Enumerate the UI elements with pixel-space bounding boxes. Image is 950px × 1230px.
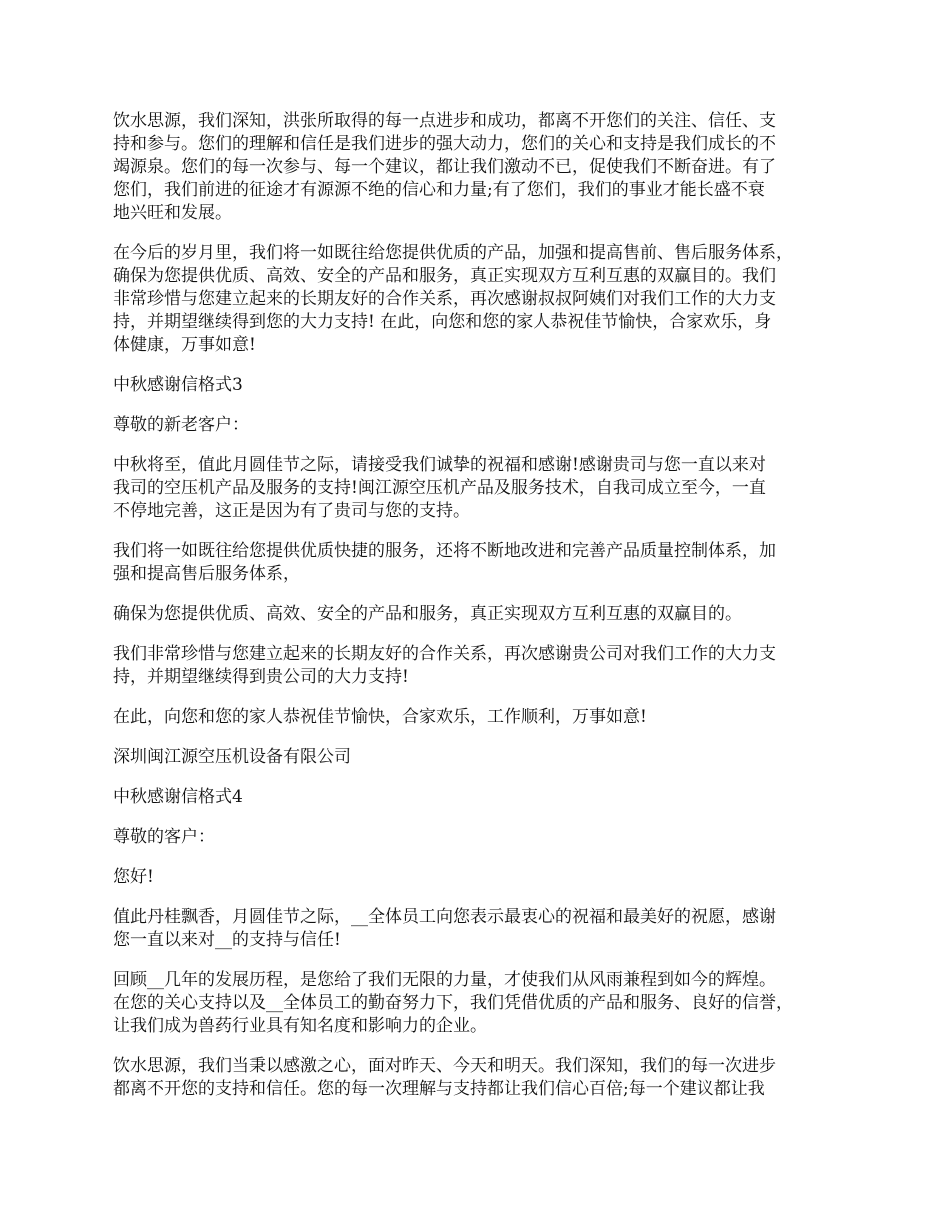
signature-company [113,746,843,769]
text-line: 深圳闽江源空压机设备有限公司 [113,747,351,767]
paragraph-quality [113,603,843,626]
text-line: 在您的关心支持以及__全体员工的勤奋努力下，我们凭借优质的产品和服务、良好的信誉， [113,993,793,1013]
text-line: 我们将一如既往给您提供优质快捷的服务，还将不断地改进和完善产品质量控制体系，加 [113,541,776,561]
paragraph-wishes [113,706,843,729]
text-line: 在今后的岁月里，我们将一如既往给您提供优质的产品，加强和提高售前、售后服务体系， [113,243,793,263]
text-line: 饮水思源，我们深知，洪张所取得的每一点进步和成功，都离不开您们的关注、信任、支 [113,111,776,131]
section-heading-format-4 [113,786,843,809]
text-line: 您们，我们前进的征途才有源源不绝的信心和力量;有了您们，我们的事业才能长盛不衰 [113,180,765,200]
text-line: 非常珍惜与您建立起来的长期友好的合作关系，再次感谢叔叔阿姨们对我们工作的大力支 [113,289,776,309]
paragraph-service [113,540,843,586]
text-line: 我司的空压机产品及服务的支持!闽江源空压机产品及服务技术，自我司成立至今，一直 [113,478,766,498]
text-line: 中秋感谢信格式3 [113,375,243,395]
text-line: 回顾__几年的发展历程，是您给了我们无限的力量，才使我们从风雨兼程到如今的辉煌。 [113,970,776,990]
section-heading-format-3 [113,374,843,397]
document-body [113,110,843,1118]
text-line: 都离不开您的支持和信任。您的每一次理解与支持都让我们信心百倍;每一个建议都让我 [113,1079,765,1099]
salutation [113,826,843,849]
text-line: 竭源泉。您们的每一次参与、每一个建议，都让我们激动不已，促使我们不断奋进。有了 [113,157,776,177]
text-line: 中秋将至，值此月圆佳节之际，请接受我们诚挚的祝福和感谢!感谢贵司与您一直以来对 [113,455,766,475]
text-line: 饮水思源，我们当秉以感激之心，面对昨天、今天和明天。我们深知，我们的每一次进步 [113,1056,776,1076]
text-line: 值此丹桂飘香，月圆佳节之际，__全体员工向您表示最衷心的祝福和最美好的祝愿，感谢 [113,907,776,927]
text-line: 中秋感谢信格式4 [113,787,243,807]
text-line: 强和提高售后服务体系， [113,564,300,584]
text-line: 不停地完善，这正是因为有了贵司与您的支持。 [113,501,470,521]
paragraph-gratitude-2 [113,1055,843,1101]
text-line: 确保为您提供优质、高效、安全的产品和服务，真正实现双方互利互惠的双赢目的。 [113,604,742,624]
text-line: 持，并期望继续得到您的大力支持! 在此，向您和您的家人恭祝佳节愉快，合家欢乐，身 [113,312,772,332]
greeting [113,866,843,889]
text-line: 持和参与。您们的理解和信任是我们进步的强大动力，您们的关心和支持是我们成长的不 [113,134,776,154]
paragraph-gratitude [113,110,843,225]
text-line: 您好! [113,867,154,887]
paragraph-future [113,242,843,357]
salutation [113,414,843,437]
text-line: 尊敬的新老客户： [113,415,249,435]
paragraph-history [113,969,843,1038]
paragraph-festival [113,906,843,952]
text-line: 您一直以来对__的支持与信任! [113,930,341,950]
paragraph-greeting [113,454,843,523]
text-line: 尊敬的客户： [113,827,215,847]
paragraph-cooperation [113,643,843,689]
text-line: 持，并期望继续得到贵公司的大力支持! [113,667,409,687]
text-line: 我们非常珍惜与您建立起来的长期友好的合作关系，再次感谢贵公司对我们工作的大力支 [113,644,776,664]
text-line: 让我们成为兽药行业具有知名度和影响力的企业。 [113,1016,487,1036]
text-line: 地兴旺和发展。 [113,203,232,223]
text-line: 确保为您提供优质、高效、安全的产品和服务，真正实现双方互利互惠的双赢目的。我们 [113,266,776,286]
text-line: 在此，向您和您的家人恭祝佳节愉快，合家欢乐，工作顺利，万事如意! [113,707,647,727]
text-line: 体健康，万事如意! [113,335,256,355]
